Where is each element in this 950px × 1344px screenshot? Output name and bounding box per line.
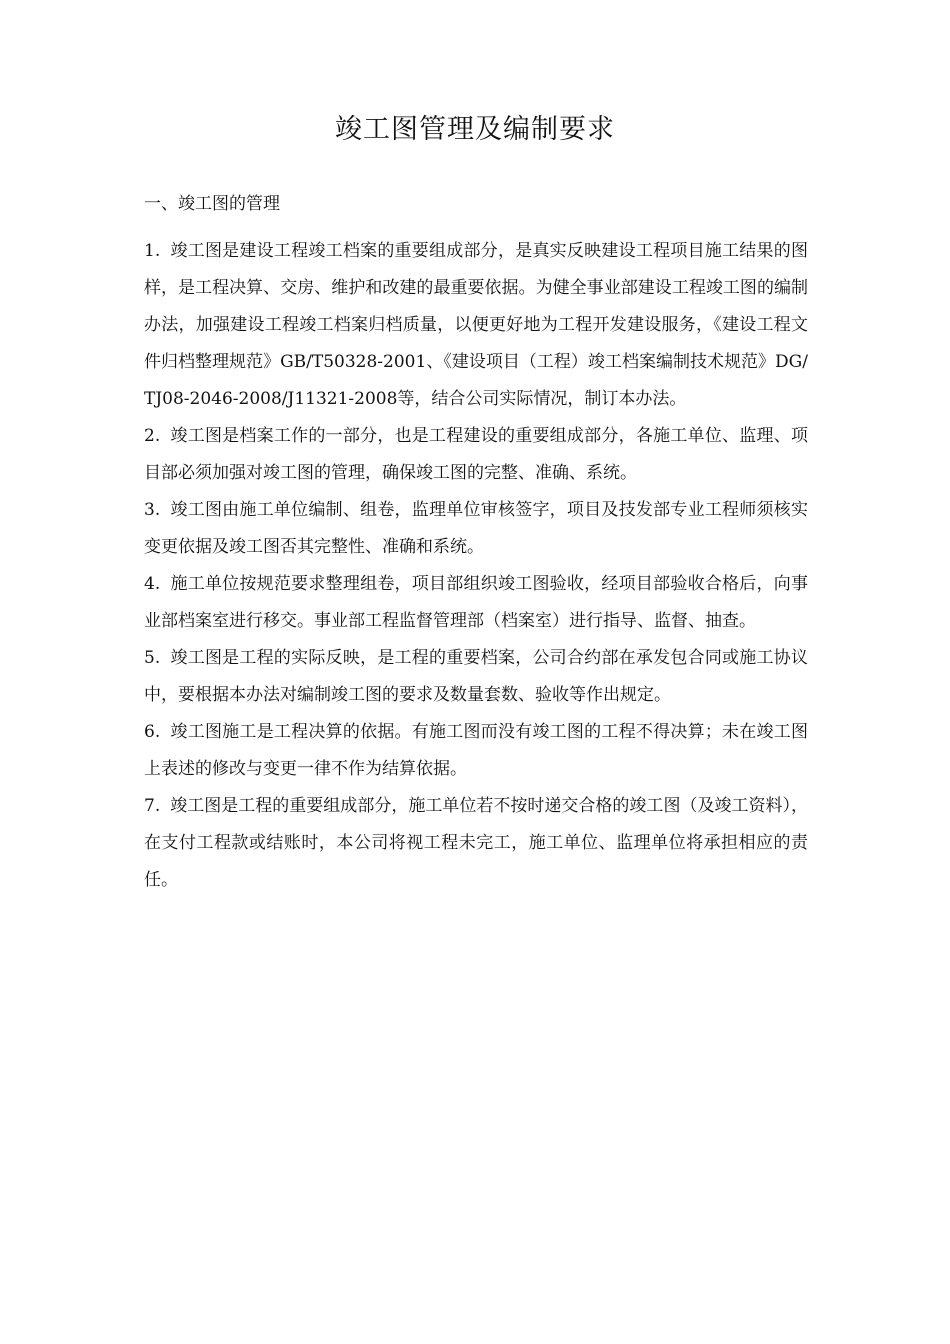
section-gap [144,223,808,233]
paragraph-number: 2. [144,426,161,446]
paragraph-5 [144,640,808,714]
paragraph-7 [144,788,808,899]
paragraph-text: 竣工图由施工单位编制、组卷，监理单位审核签字，项目及技发部专业工程师须核实变更依据及竣工图否其完整性、准确和系统。 [144,500,808,557]
paragraph-text: 竣工图是工程的实际反映，是工程的重要档案，公司合约部在承发包合同或施工协议中，要根据本办法对编制竣工图的要求及数量套数、验收等作出规定。 [144,648,808,705]
paragraph-text: 竣工图施工是工程决算的依据。有施工图而没有竣工图的工程不得决算；未在竣工图上表述的修改与变更一律不作为结算依据。 [144,722,808,779]
paragraph-4 [144,566,808,640]
section-heading: 一、竣工图的管理 [144,194,280,214]
paragraph-number: 6. [144,722,161,742]
page-title: 竣工图管理及编制要求 [335,114,615,145]
paragraph-6 [144,714,808,788]
paragraph-number: 1. [144,241,161,261]
paragraph-1 [144,233,808,418]
document-body [144,186,808,899]
paragraph-text: 竣工图是档案工作的一部分，也是工程建设的重要组成部分，各施工单位、监理、项目部必须加强对竣工图的管理，确保竣工图的完整、准确、系统。 [144,426,808,483]
paragraph-number: 7. [144,796,161,816]
paragraph-number: 4. [144,574,161,594]
paragraph-text: 竣工图是建设工程竣工档案的重要组成部分，是真实反映建设工程项目施工结果的图样，是工程决算、交房、维护和改建的最重要依据。为健全事业部建设工程竣工图的编制办法，加强建设工程竣工档案归档质量，以便更好地为工程开发建设服务，《建设工程文件归档整理规范》GB/T50328-2001、《建设项目（工程）竣工档案编制技术规范》DG/TJ08-2046-2008/J11321-2008等，结合公司实际情况，制订本办法。 [144,241,808,409]
paragraph-number: 3. [144,500,161,520]
paragraph-3 [144,492,808,566]
paragraph-number: 5. [144,648,161,668]
paragraph-text: 施工单位按规范要求整理组卷，项目部组织竣工图验收，经项目部验收合格后，向事业部档案室进行移交。事业部工程监督管理部（档案室）进行指导、监督、抽查。 [144,574,808,631]
paragraph-text: 竣工图是工程的重要组成部分，施工单位若不按时递交合格的竣工图（及竣工资料），在支付工程款或结账时，本公司将视工程未完工，施工单位、监理单位将承担相应的责任。 [144,796,808,890]
paragraph-2 [144,418,808,492]
